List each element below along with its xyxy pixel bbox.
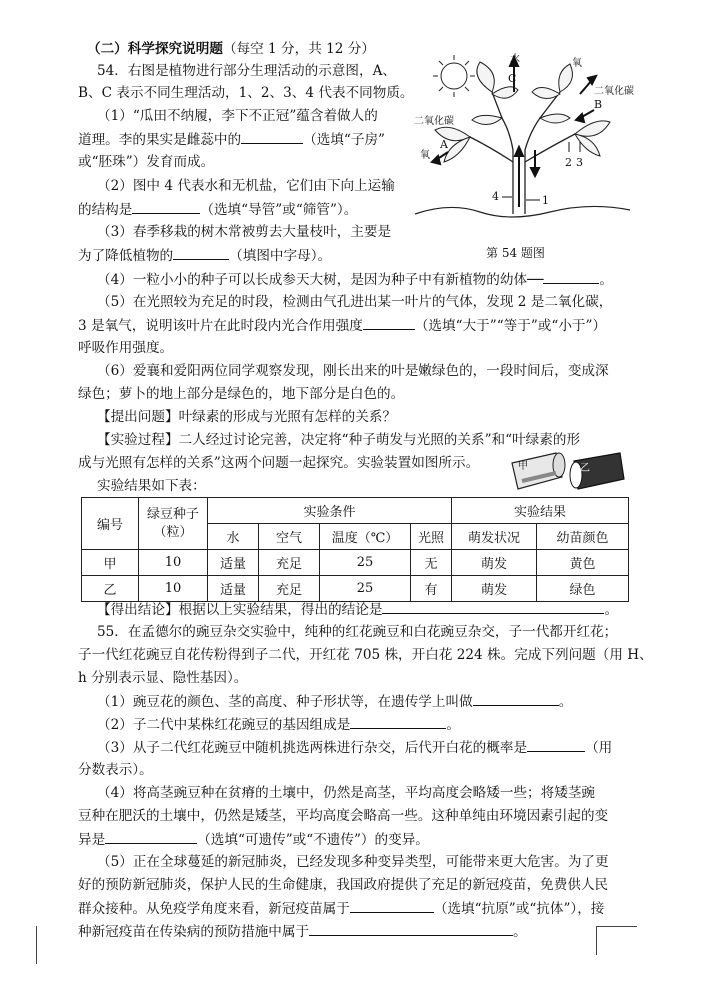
q55-part4: （4）将高茎豌豆种在贫瘠的土壤中，仍然是高茎，平均高度会略矮一些；将矮茎豌	[97, 785, 596, 801]
crop-mark-right	[596, 926, 637, 955]
plant-diagram	[410, 52, 636, 242]
q55-stem-end: h 分别表示显、隐性基因）。	[78, 670, 248, 686]
label-o2-top: 氧	[572, 58, 582, 69]
q55-part4-end: 异是 （选填“可遗传”或“不遗传”）的变异。	[78, 832, 429, 848]
q54-part4: （4）一粒小小的种子可以长成参天大树，是因为种子中有新植物的幼体── 。	[97, 272, 614, 288]
label-water: 水	[510, 54, 520, 65]
experiment-jars	[508, 449, 632, 495]
q54-part5-end: 呼吸作用强度。	[78, 340, 174, 356]
th-conditions: 实验条件	[208, 498, 452, 524]
q54-part6: （6）爱襄和爱阳两位同学观察发现，刚长出来的叶是嫩绿色的，一段时间后，变成深	[97, 363, 609, 379]
results-table	[81, 497, 629, 602]
label-3: 3	[576, 156, 583, 169]
result-intro: 实验结果如下表：	[97, 478, 206, 494]
label-co2-left: 二氧化碳	[414, 116, 454, 127]
jar-jia	[512, 453, 565, 489]
experiment-process-cont: 成与光照有怎样的关系”这两个问题一起探究。实验装置如图所示。	[78, 455, 480, 471]
q54-part3-cont: 为了降低植物的 （填图中字母）。	[78, 248, 332, 264]
label-co2-right: 二氧化碳	[594, 86, 634, 97]
sun-icon	[433, 55, 475, 97]
q55-part2: （2）子二代中某株红花豌豆的基因组成是 。	[97, 717, 460, 733]
q54-part1-cont: 道理。李的果实是雌蕊中的 （选填“子房”	[78, 132, 385, 148]
answer-blank[interactable]	[363, 316, 415, 330]
question-raised: 【提出问题】叶绿素的形成与光照有怎样的关系？	[97, 409, 397, 425]
q54-part2: （2）图中 4 代表水和无机盐，它们由下向上运输	[97, 178, 395, 194]
section-note: （每空 1 分，共 12 分）	[222, 41, 375, 57]
table-row: 甲 10 适量 充足 25 无 萌发 黄色	[82, 550, 629, 576]
answer-blank[interactable]	[382, 600, 604, 614]
conclusion: 【得出结论】根据以上实验结果，得出的结论是 。	[97, 602, 619, 618]
q54-stem-cont: B、C 表示不同生理活动，1、2、3、4 代表不同物质。	[78, 85, 414, 101]
label-b: B	[594, 98, 603, 111]
answer-blank[interactable]	[105, 830, 197, 844]
th-germ: 萌发状况	[452, 524, 537, 550]
q55-part5: （5）正在全球蔓延的新冠肺炎，已经发现多种变异类型，可能带来更大危害。为了更	[97, 854, 609, 870]
q55-part3-cont: 分数表示）。	[78, 762, 153, 778]
q54-part2-cont: 的结构是 （选填“导管”或“筛管”）。	[78, 202, 358, 218]
answer-blank[interactable]	[132, 200, 200, 214]
crop-mark-left	[0, 926, 37, 964]
q55-part3: （3）从子二代红花豌豆中随机挑选两株进行杂交，后代开白花的概率是 （用	[97, 740, 613, 756]
label-o2-left: 氧	[420, 150, 430, 161]
label-2: 2	[565, 156, 572, 169]
answer-blank[interactable]	[350, 715, 446, 729]
q55-stem: 55．在孟德尔的豌豆杂交实验中，纯种的红花豌豆和白花豌豆杂交，子一代都开红花；	[97, 624, 618, 640]
q54-part3: （3）春季移栽的树木常被剪去大量枝叶，主要是	[97, 224, 392, 240]
answer-blank[interactable]	[473, 692, 559, 706]
th-id: 编号	[82, 498, 139, 550]
answer-blank[interactable]	[527, 738, 585, 752]
label-4: 4	[492, 190, 499, 203]
jar-label-yi: 乙	[580, 463, 590, 474]
answer-blank[interactable]	[350, 899, 434, 913]
q54-part6-cont: 绿色；萝卜的地上部分是绿色的，地下部分是白色的。	[78, 386, 405, 402]
answer-blank[interactable]	[241, 130, 303, 144]
th-temp: 温度（℃）	[320, 524, 411, 550]
th-light: 光照	[411, 524, 452, 550]
jar-label-jia: 甲	[518, 461, 528, 472]
th-color: 幼苗颜色	[537, 524, 629, 550]
th-seeds: 绿豆种子 （粒）	[139, 498, 208, 550]
q55-part5-end: 种新冠疫苗在传染病的预防措施中属于 。	[78, 924, 527, 940]
experiment-process: 【实验过程】二人经过讨论完善，决定将“种子萌发与光照的关系”和“叶绿素的形	[97, 432, 581, 448]
label-a: A	[440, 138, 448, 151]
q54-part1: （1）“瓜田不纳履，李下不正冠”蕴含着做人的	[97, 108, 378, 124]
label-c: C	[508, 72, 517, 85]
answer-blank[interactable]	[173, 246, 229, 260]
jar-yi	[570, 453, 624, 489]
q55-part1: （1）豌豆花的颜色、茎的高度、种子形状等，在遗传学上叫做 。	[97, 694, 573, 710]
q55-stem-cont: 子一代红花豌豆自花传粉得到子二代，开红花 705 株，开白花 224 株。完成下列问题（用 H、	[78, 647, 653, 663]
table-row: 乙 10 适量 充足 25 有 萌发 绿色	[82, 576, 629, 602]
q54-stem: 54．右图是植物进行部分生理活动的示意图，A、	[97, 63, 396, 79]
section-title: （二）科学探究说明题（每空 1 分，共 12 分）	[87, 41, 375, 57]
q55-part5-cont2: 群众接种。从免疫学角度来看，新冠疫苗属于 （选填“抗原”或“抗体”），接	[78, 901, 605, 917]
answer-blank[interactable]	[309, 922, 513, 936]
q54-part1-end: 或“胚珠”）发育而成。	[78, 154, 215, 170]
th-results: 实验结果	[452, 498, 629, 524]
plant-leaves	[435, 62, 610, 162]
q54-part5: （5）在光照较为充足的时段，检测由气孔进出某一叶片的气体，发现 2 是二氧化碳，	[97, 294, 613, 310]
q54-part5-cont: 3 是氧气，说明该叶片在此时段内光合作用强度 （选填“大于”“等于”或“小于”）	[78, 318, 607, 334]
q55-part4-cont: 豆种在肥沃的土壤中，仍然是矮茎，平均高度会略高一些。这种单纯由环境因素引起的变	[78, 808, 609, 824]
label-1: 1	[542, 194, 549, 207]
q55-part5-cont: 好的预防新冠肺炎，保护人民的生命健康，我国政府提供了充足的新冠疫苗，免费供人民	[78, 877, 609, 893]
th-water: 水	[208, 524, 259, 550]
th-air: 空气	[259, 524, 320, 550]
ground-line	[415, 206, 630, 217]
figure-caption: 第 54 题图	[486, 246, 545, 260]
answer-blank[interactable]	[543, 270, 599, 284]
